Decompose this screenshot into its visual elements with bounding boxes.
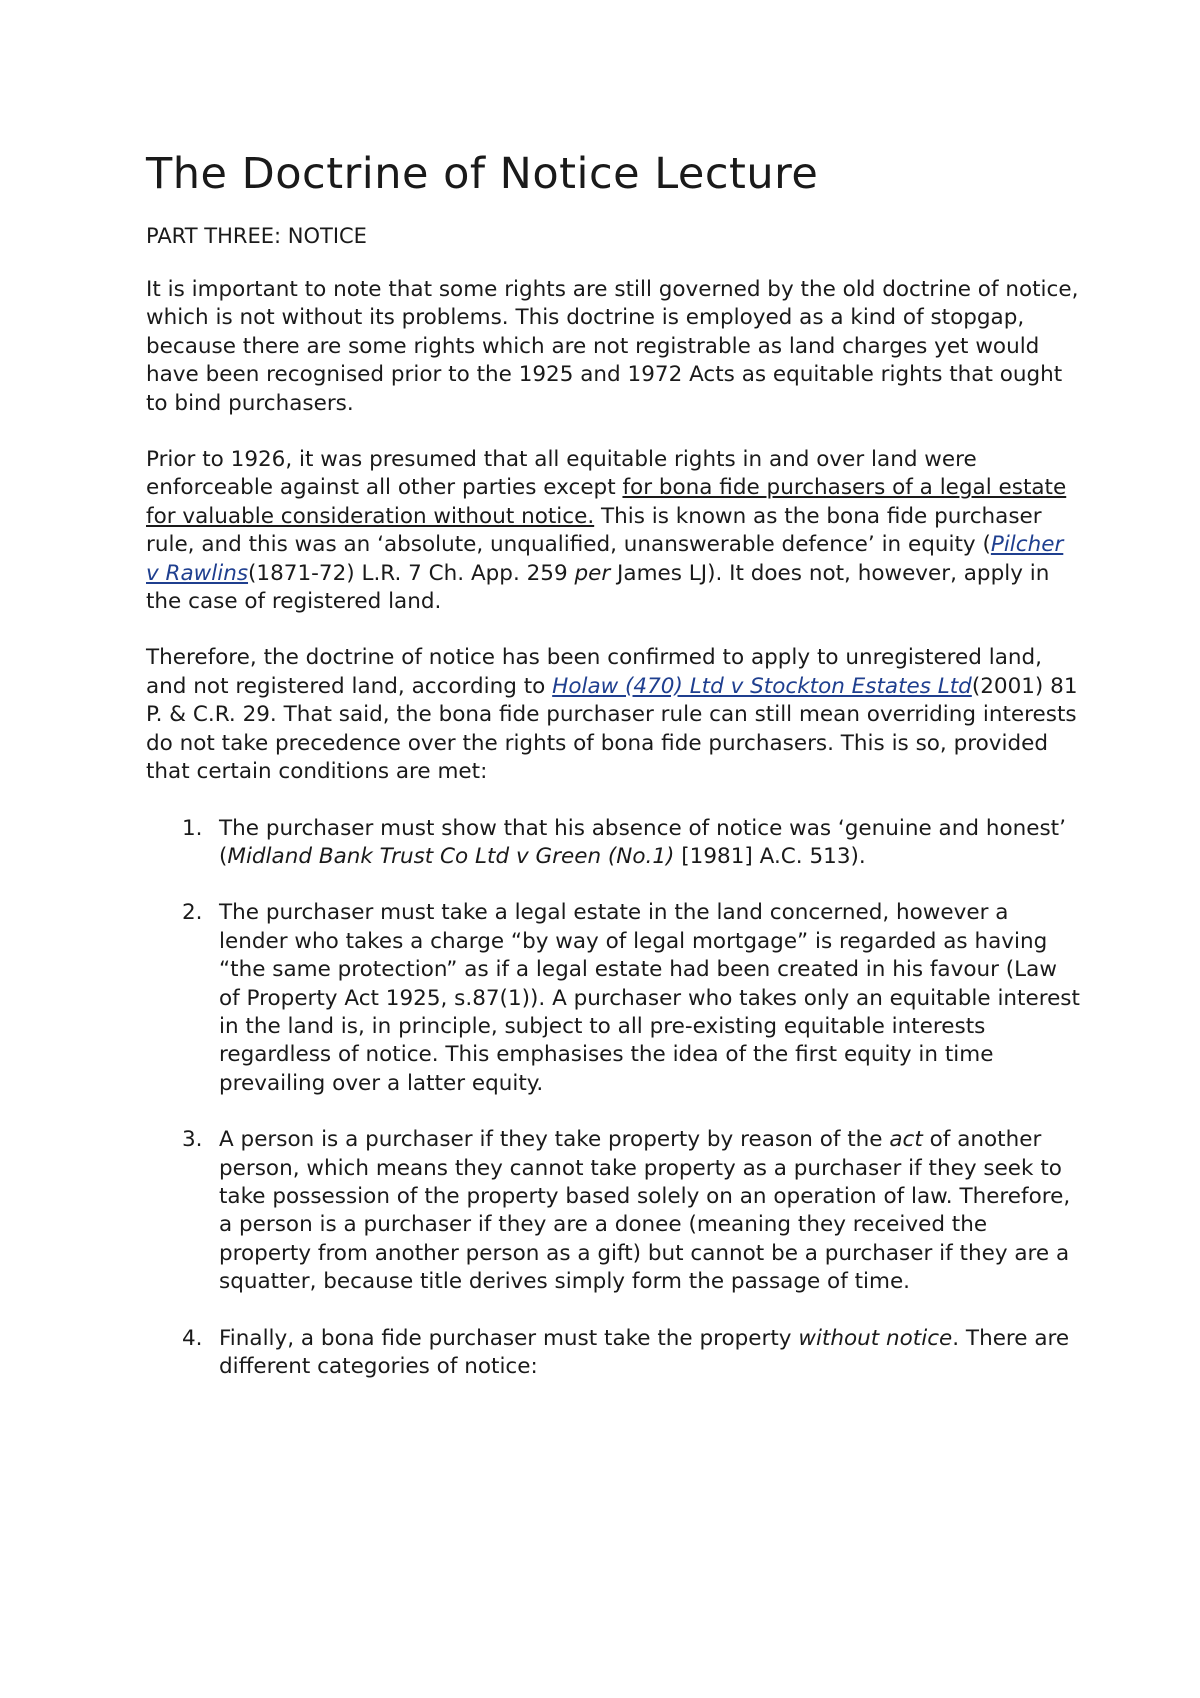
- paragraph-text: Prior to 1926, it was presumed that all equitable rights in and over land were enforceable against all other parties except: [146, 447, 977, 501]
- emphasis-text: without notice: [798, 1325, 953, 1351]
- list-item-text: of another person, which means they cannot take property as a purchaser if they seek to take possession of the property based solely on an operation of law. Therefore, a person is a purchaser if they are a donee (meaning they received the property from another person as a gift) but cannot be a purchaser if they are a squatter, because title derives simply form the passage of time.: [219, 1127, 1071, 1295]
- part-heading: PART THREE: NOTICE: [146, 224, 367, 248]
- paragraph-intro: It is important to note that some rights are still governed by the old doctrine of notice, which is not without its problems. This doctrine is employed as a kind of stopgap, because there are some rights which are not registrable as land charges yet would have been recognised prior to the 1925 and 1972 Acts as equitable rights that ought to bind purchasers.: [146, 277, 1079, 416]
- list-item-number: 4.: [182, 1325, 203, 1351]
- list-item-number: 2.: [182, 900, 203, 926]
- paragraph-bona-fide-rule: [146, 446, 1080, 616]
- list-item-text: Finally, a bona fide purchaser must take the property: [219, 1325, 799, 1351]
- list-item-text: The purchaser must take a legal estate in the land concerned, however a lender who takes a charge “by way of legal mortgage” is regarded as having “the same protection” as if a legal estate had been created in his favour (Law of Property Act 1925, s.87(1)). A purchaser who takes only an equitable interest in the land is, in principle, subject to all pre-existing equitable interests regardless of notice. This emphasises the idea of the first equity in time prevailing over a latter equity.: [219, 900, 1080, 1096]
- paragraph-unregistered-land: [146, 644, 1080, 786]
- list-item-text: . There are different categories of notice:: [219, 1325, 1070, 1379]
- list-item: [146, 1325, 1080, 1382]
- paragraph-text: (1871-72) L.R. 7 Ch. App. 259: [248, 560, 575, 586]
- list-item: [146, 899, 1080, 1098]
- list-item: [146, 815, 1080, 872]
- case-link-holaw-v-stockton[interactable]: Holaw (470) Ltd v Stockton Estates Ltd: [552, 673, 972, 699]
- underlined-rule-text: for bona fide purchasers of a legal estate for valuable consideration without notice.: [146, 475, 1067, 529]
- list-item-text: The purchaser must show that his absence of notice was ‘genuine and honest’ (: [219, 815, 1066, 869]
- list-item-text: [1981] A.C. 513).: [674, 843, 866, 869]
- list-item-number: 3.: [182, 1127, 203, 1153]
- paragraph-text: James LJ). It does not, however, apply in the case of registered land.: [146, 560, 1050, 615]
- list-item: [146, 1126, 1080, 1296]
- emphasis-text: act: [889, 1127, 923, 1153]
- paragraph-text: This is known as the bona fide purchaser rule, and this was an ‘absolute, unqualified, unanswerable defence’ in equity (: [146, 503, 1042, 558]
- case-name: Midland Bank Trust Co Ltd v Green (No.1): [227, 843, 675, 869]
- case-link-pilcher-v-rawlins[interactable]: Pilcher v Rawlins: [146, 532, 1064, 586]
- document-title: The Doctrine of Notice Lecture: [146, 149, 819, 199]
- list-item-text: A person is a purchaser if they take property by reason of the: [219, 1127, 890, 1153]
- per-text: per: [574, 560, 611, 586]
- conditions-list: [146, 815, 1080, 1382]
- paragraph-text: Therefore, the doctrine of notice has been confirmed to apply to unregistered land, and not registered land, according to: [146, 645, 1043, 699]
- paragraph-text: (2001) 81 P. & C.R. 29. That said, the bona fide purchaser rule can still mean overriding interests do not take precedence over the rights of bona fide purchasers. This is so, provided that certain conditions are met:: [146, 673, 1078, 785]
- list-item-number: 1.: [182, 815, 203, 841]
